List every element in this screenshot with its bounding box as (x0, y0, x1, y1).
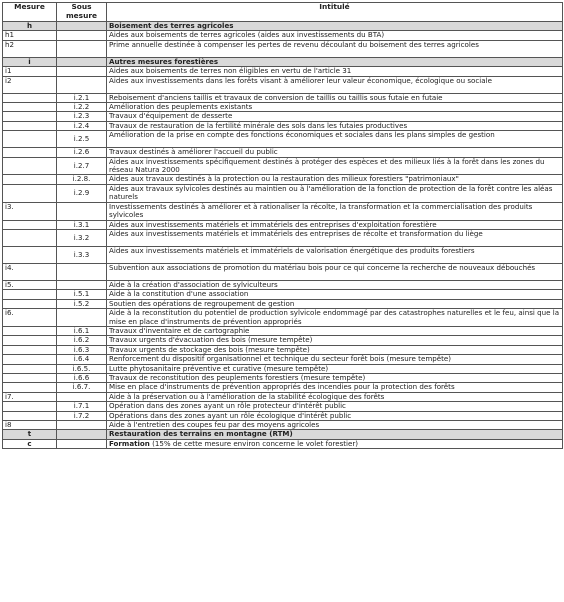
intitule-cell: Aides aux boisements de terres non éligibles en vertu de l'article 31 (107, 67, 563, 76)
intitule-cell: Travaux d'équipement de desserte (107, 112, 563, 121)
mesure-cell: t (3, 430, 57, 439)
sous-mesure-cell (57, 439, 107, 448)
mesure-cell (3, 336, 57, 345)
intitule-cell: Prime annuelle destinée à compenser les pertes de revenu découlant du boisement des terres agricoles (107, 40, 563, 57)
intitule-cell: Travaux de restauration de la fertilité minérale des sols dans les futaies productives (107, 121, 563, 130)
sous-mesure-cell (57, 421, 107, 430)
table-row (3, 112, 563, 121)
sous-mesure-cell (57, 280, 107, 289)
mesure-cell (3, 402, 57, 411)
table-row (3, 421, 563, 430)
mesure-cell: i8 (3, 421, 57, 430)
table-row (3, 373, 563, 382)
table-row (3, 263, 563, 280)
mesure-cell (3, 184, 57, 202)
intitule-cell: Aides aux travaux destinés à la protection ou la restauration des milieux forestiers "patrimoniaux" (107, 175, 563, 184)
intitule-cell (107, 439, 563, 448)
sous-mesure-cell: i.6.5. (57, 364, 107, 373)
intitule-bold: Formation (109, 439, 150, 448)
mesure-cell: h (3, 22, 57, 31)
sous-mesure-cell: i.6.2 (57, 336, 107, 345)
intitule-cell: Aide à la préservation ou à l'amélioration de la stabilité écologique des forêts (107, 392, 563, 401)
table-row (3, 345, 563, 354)
sous-mesure-cell: i.6.1 (57, 326, 107, 335)
intitule-cell: Opération dans des zones ayant un rôle protecteur d'intérêt public (107, 402, 563, 411)
table-row (3, 309, 563, 327)
sous-mesure-cell (57, 392, 107, 401)
sous-mesure-cell: i.2.3 (57, 112, 107, 121)
table-row (3, 383, 563, 392)
mesure-cell (3, 131, 57, 148)
intitule-cell: Autres mesures forestières (107, 57, 563, 66)
mesure-cell: i5. (3, 280, 57, 289)
sous-mesure-cell: i.5.2 (57, 299, 107, 308)
intitule-cell: Lutte phytosanitaire préventive et curative (mesure tempête) (107, 364, 563, 373)
intitule-text: (15% de cette mesure environ concerne le volet forestier) (149, 439, 359, 448)
table-row (3, 220, 563, 229)
intitule-cell: Aides aux investissements matériels et immatériels de valorisation énergétique des produits forestiers (107, 246, 563, 263)
intitule-cell: Travaux d'inventaire et de cartographie (107, 326, 563, 335)
table-row (3, 336, 563, 345)
table-row (3, 280, 563, 289)
mesure-cell (3, 148, 57, 157)
intitule-cell: Aides aux boisements de terres agricoles (aides aux investissements du BTA) (107, 31, 563, 40)
intitule-cell: Travaux de reconstitution des peuplements forestiers (mesure tempête) (107, 373, 563, 382)
mesure-cell (3, 93, 57, 102)
table-row (3, 355, 563, 364)
intitule-cell: Aides aux investissements dans les forêts visant à améliorer leur valeur économique, écologique ou sociale (107, 76, 563, 93)
sous-mesure-cell: i.3.1 (57, 220, 107, 229)
intitule-cell: Travaux urgents de stockage des bois (mesure tempête) (107, 345, 563, 354)
mesure-cell (3, 246, 57, 263)
mesure-cell: h2 (3, 40, 57, 57)
sous-mesure-cell: i.7.1 (57, 402, 107, 411)
sous-mesure-cell (57, 76, 107, 93)
intitule-cell: Aides aux investissements matériels et immatériels des entreprises de récolte et transformation du liège (107, 229, 563, 246)
mesure-cell: i3. (3, 202, 57, 220)
table-row (3, 31, 563, 40)
intitule-cell: Boisement des terres agricoles (107, 22, 563, 31)
sous-mesure-cell: i.5.1 (57, 290, 107, 299)
table-row (3, 175, 563, 184)
mesure-cell: i2 (3, 76, 57, 93)
sous-mesure-cell: i.2.8. (57, 175, 107, 184)
intitule-cell: Aide à la constitution d'une association (107, 290, 563, 299)
table-row (3, 76, 563, 93)
mesure-cell: i6. (3, 309, 57, 327)
table-row (3, 67, 563, 76)
mesure-cell (3, 326, 57, 335)
section-row (3, 430, 563, 439)
table-row (3, 246, 563, 263)
sous-mesure-cell: i.3.3 (57, 246, 107, 263)
sous-mesure-cell: i.3.2 (57, 229, 107, 246)
mesure-cell (3, 290, 57, 299)
measures-table (2, 2, 563, 449)
sous-mesure-cell (57, 31, 107, 40)
table-row (3, 103, 563, 112)
sous-mesure-cell (57, 57, 107, 66)
table-row (3, 392, 563, 401)
intitule-cell: Soutien des opérations de regroupement de gestion (107, 299, 563, 308)
sous-mesure-cell: i.6.6 (57, 373, 107, 382)
mesure-cell (3, 345, 57, 354)
mesure-cell: i7. (3, 392, 57, 401)
mesure-cell (3, 121, 57, 130)
intitule-cell: Aide à la création d'association de sylviculteurs (107, 280, 563, 289)
table-row (3, 202, 563, 220)
mesure-cell (3, 355, 57, 364)
table-row (3, 290, 563, 299)
sous-mesure-cell: i.6.7. (57, 383, 107, 392)
intitule-cell: Aide à la reconstitution du potentiel de production sylvicole endommagé par des catastrophes naturelles et le feu, ainsi que la mise en place d'instruments de prévention appropriés (107, 309, 563, 327)
intitule-cell: Amélioration de la prise en compte des fonctions économiques et sociales dans les plans simples de gestion (107, 131, 563, 148)
table-row (3, 121, 563, 130)
table-body (3, 22, 563, 449)
table-row (3, 40, 563, 57)
mesure-cell (3, 112, 57, 121)
header-intitule: Intitulé (107, 3, 563, 22)
sous-mesure-cell: i.2.5 (57, 131, 107, 148)
table-row (3, 364, 563, 373)
mesure-cell (3, 373, 57, 382)
mesure-cell: i4. (3, 263, 57, 280)
intitule-cell: Travaux destinés à améliorer l'accueil du public (107, 148, 563, 157)
intitule-cell: Aides aux travaux sylvicoles destinés au maintien ou à l'amélioration de la fonction de protection de la forêt contre les aléas naturels (107, 184, 563, 202)
sous-mesure-cell: i.6.3 (57, 345, 107, 354)
sous-mesure-cell: i.7.2 (57, 411, 107, 420)
table-row (3, 93, 563, 102)
table-row (3, 131, 563, 148)
table-row (3, 402, 563, 411)
mesure-cell (3, 364, 57, 373)
intitule-cell: Restauration des terrains en montagne (RTM) (107, 430, 563, 439)
sous-mesure-cell: i.2.9 (57, 184, 107, 202)
mesure-cell (3, 229, 57, 246)
header-sous-mesure: Sous mesure (57, 3, 107, 22)
intitule-cell: Amélioration des peuplements existants (107, 103, 563, 112)
table-row (3, 411, 563, 420)
table-row (3, 157, 563, 175)
sous-mesure-cell: i.2.4 (57, 121, 107, 130)
sous-mesure-cell (57, 430, 107, 439)
table-row (3, 229, 563, 246)
header-row (3, 3, 563, 22)
intitule-cell: Aides aux investissements matériels et immatériels des entreprises d'exploitation forestière (107, 220, 563, 229)
sous-mesure-cell: i.2.1 (57, 93, 107, 102)
intitule-cell: Renforcement du dispositif organisationnel et technique du secteur forêt bois (mesure tempête) (107, 355, 563, 364)
sous-mesure-cell (57, 67, 107, 76)
sous-mesure-cell (57, 202, 107, 220)
table-row (3, 184, 563, 202)
intitule-cell: Travaux urgents d'évacuation des bois (mesure tempête) (107, 336, 563, 345)
mesure-cell: c (3, 439, 57, 448)
mesure-cell (3, 383, 57, 392)
mesure-cell (3, 299, 57, 308)
table-row (3, 299, 563, 308)
mesure-cell: i1 (3, 67, 57, 76)
intitule-cell: Investissements destinés à améliorer et à rationaliser la récolte, la transformation et la commercialisation des produits sylvicoles (107, 202, 563, 220)
sous-mesure-cell: i.2.2 (57, 103, 107, 112)
mesure-cell (3, 220, 57, 229)
table-row (3, 148, 563, 157)
intitule-cell: Aide à l'entretien des coupes feu par des moyens agricoles (107, 421, 563, 430)
sous-mesure-cell (57, 309, 107, 327)
intitule-cell: Aides aux investissements spécifiquement destinés à protéger des espèces et des milieux liés à la forêt dans les zones du réseau Natura 2000 (107, 157, 563, 175)
section-row (3, 57, 563, 66)
sous-mesure-cell (57, 40, 107, 57)
mesure-cell (3, 411, 57, 420)
table-row (3, 439, 563, 448)
mesure-cell (3, 103, 57, 112)
sous-mesure-cell: i.2.7 (57, 157, 107, 175)
sous-mesure-cell (57, 22, 107, 31)
intitule-cell: Subvention aux associations de promotion du matériau bois pour ce qui concerne la recherche de nouveaux débouchés (107, 263, 563, 280)
table-row (3, 326, 563, 335)
intitule-cell: Reboisement d'anciens taillis et travaux de conversion de taillis ou taillis sous futaie en futaie (107, 93, 563, 102)
intitule-cell: Mise en place d'instruments de prévention appropriés des incendies pour la protection des forêts (107, 383, 563, 392)
mesure-cell: h1 (3, 31, 57, 40)
section-row (3, 22, 563, 31)
sous-mesure-cell: i.6.4 (57, 355, 107, 364)
intitule-cell: Opérations dans des zones ayant un rôle écologique d'intérêt public (107, 411, 563, 420)
mesure-cell (3, 175, 57, 184)
mesure-cell: i (3, 57, 57, 66)
sous-mesure-cell (57, 263, 107, 280)
mesure-cell (3, 157, 57, 175)
header-mesure: Mesure (3, 3, 57, 22)
sous-mesure-cell: i.2.6 (57, 148, 107, 157)
